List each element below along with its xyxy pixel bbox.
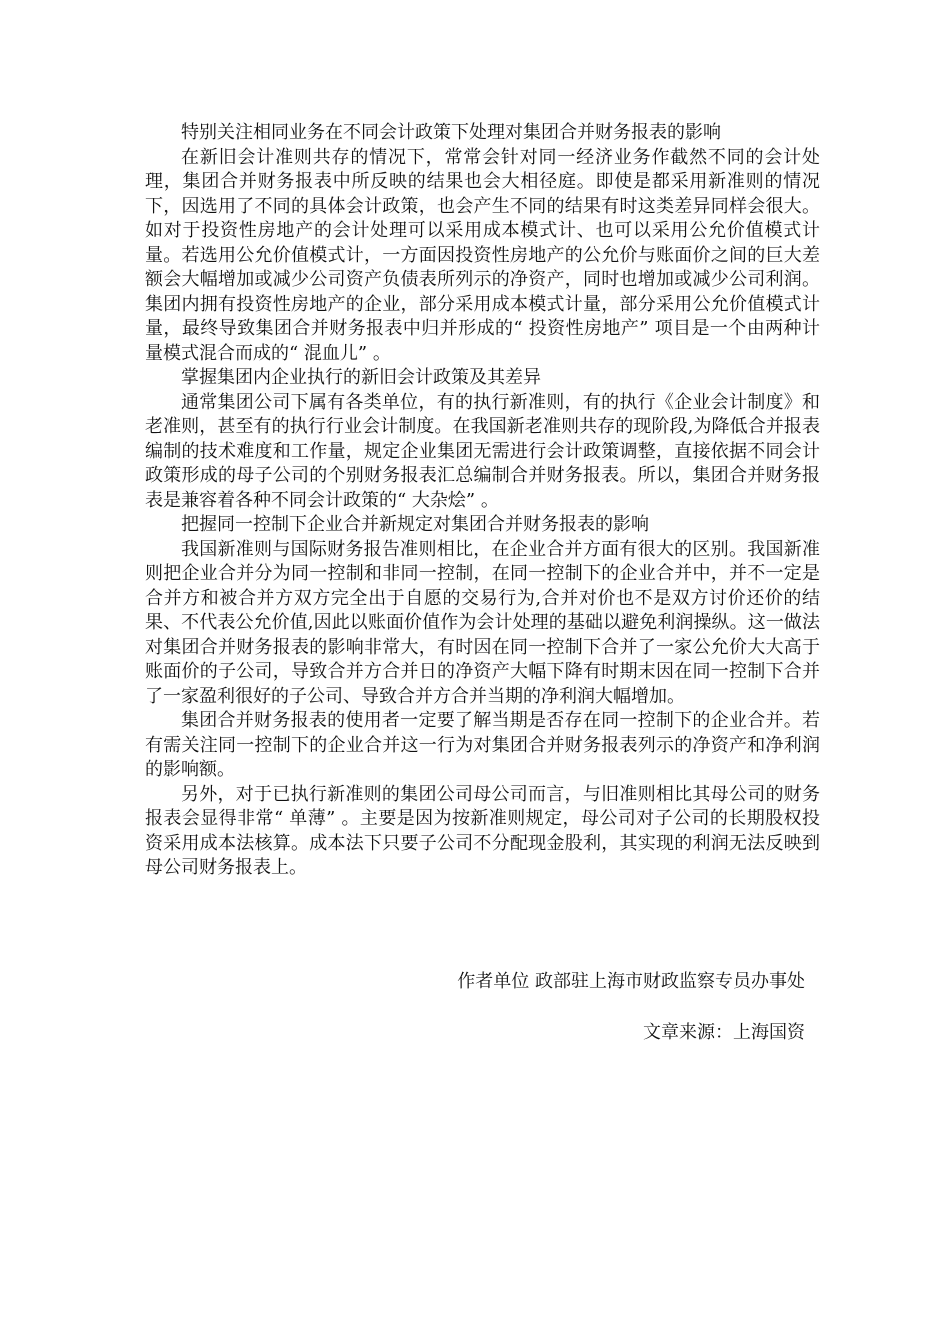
author-affiliation: 作者单位 政部驻上海市财政监察专员办事处	[457, 971, 805, 992]
section-heading: 掌握集团内企业执行的新旧会计政策及其差异	[181, 367, 541, 388]
body-paragraph: 另外，对于已执行新准则的集团公司母公司而言，与旧准则相比其母公司的财务报表会显得非常“ 单薄” 。主要是因为按新准则规定，母公司对子公司的长期股权投资采用成本法核算。成本法下只要子公司不分配现金股利，其实现的利润无法反映到母公司财务报表上。	[145, 783, 820, 878]
section-accounting-policy-impact	[145, 121, 820, 366]
body-paragraph: 在新旧会计准则共存的情况下，常常会针对同一经济业务作截然不同的会计处理，集团合并财务报表中所反映的结果也会大相径庭。即使是都采用新准则的情况下，因选用了不同的具体会计政策，也会产生不同的结果有时这类差异同样会很大。如对于投资性房地产的会计处理可以采用成本模式计、也可以采用公允价值模式计量。若选用公允价值模式计，一方面因投资性房地产的公允价与账面价之间的巨大差额会大幅增加或减少公司资产负债表所列示的净资产，同时也增加或减少公司利润。集团内拥有投资性房地产的企业，部分采用成本模式计量，部分采用公允价值模式计量，最终导致集团合并财务报表中归并形成的“ 投资性房地产” 项目是一个由两种计量模式混合而成的“ 混血儿” 。	[145, 146, 820, 364]
article-body	[145, 121, 820, 881]
section-common-control-merger	[145, 513, 820, 881]
body-paragraph: 集团合并财务报表的使用者一定要了解当期是否存在同一控制下的企业合并。若有需关注同一控制下的企业合并这一行为对集团合并财务报表列示的净资产和净利润的影响额。	[145, 710, 820, 780]
body-paragraph: 通常集团公司下属有各类单位，有的执行新准则，有的执行《企业会计制度》和老准则，甚至有的执行行业会计制度。在我国新老准则共存的现阶段,为降低合并报表编制的技术难度和工作量，规定企业集团无需进行会计政策调整，直接依据不同会计政策形成的母子公司的个别财务报表汇总编制合并财务报表。所以，集团合并财务报表是兼容着各种不同会计政策的“ 大杂烩” 。	[145, 391, 820, 511]
section-heading: 特别关注相同业务在不同会计政策下处理对集团合并财务报表的影响	[181, 122, 721, 143]
body-paragraph: 我国新准则与国际财务报告准则相比，在企业合并方面有很大的区别。我国新准则把企业合并分为同一控制和非同一控制，在同一控制下的企业合并中，并不一定是合并方和被合并方双方完全出于自愿的交易行为,合并对价也不是双方讨价还价的结果、不代表公允价值,因此以账面价值作为会计处理的基础以避免利润操纵。这一做法对集团合并财务报表的影响非常大，有时因在同一控制下合并了一家公允价大大高于账面价的子公司，导致合并方合并日的净资产大幅下降有时期末因在同一控制下合并了一家盈利很好的子公司、导致合并方合并当期的净利润大幅增加。	[145, 538, 820, 707]
section-heading: 把握同一控制下企业合并新规定对集团合并财务报表的影响	[181, 514, 649, 535]
section-old-new-policy-differences	[145, 366, 820, 513]
article-source: 文章来源：上海国资	[643, 1022, 805, 1043]
